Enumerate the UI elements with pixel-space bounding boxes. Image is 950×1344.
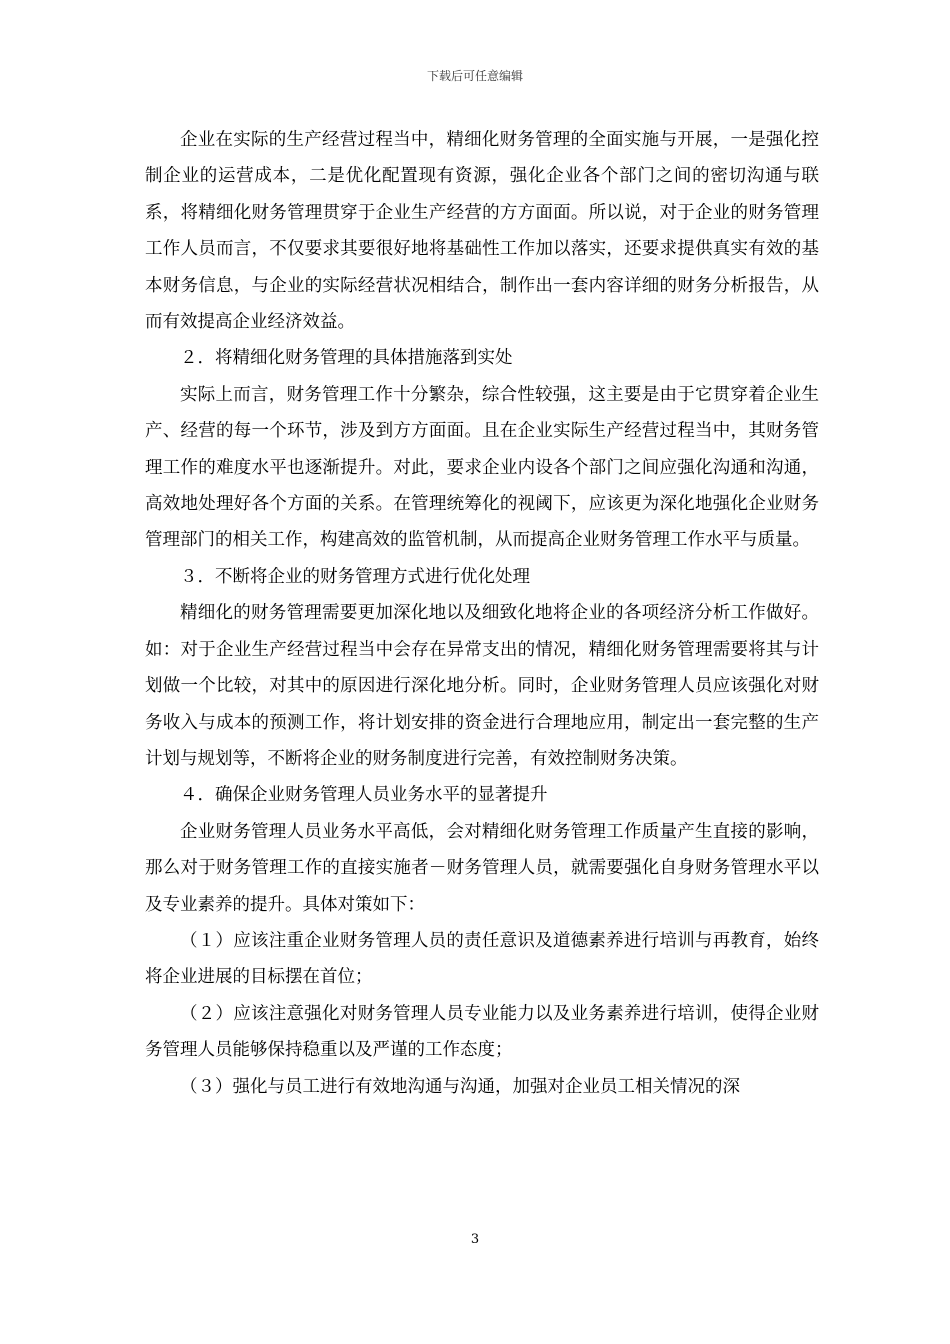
- body-paragraph: 实际上而言，财务管理工作十分繁杂，综合性较强，这主要是由于它贯穿着企业生产、经营的每一个环节，涉及到方方面面。且在企业实际生产经营过程当中，其财务管理工作的难度水平也逐渐提升。对此，要求企业内设各个部门之间应强化沟通和沟通，高效地处理好各个方面的关系。在管理统筹化的视阈下，应该更为深化地强化企业财务管理部门的相关工作，构建高效的监管机制，从而提高企业财务管理工作水平与质量。: [145, 384, 819, 551]
- page-header: 下载后可任意编辑: [426, 69, 523, 83]
- section-heading-2: ２．将精细化财务管理的具体措施落到实处: [180, 348, 513, 369]
- body-paragraph: 企业财务管理人员业务水平高低，会对精细化财务管理工作质量产生直接的影响，那么对于财务管理工作的直接实施者－财务管理人员，就需要强化自身财务管理水平以及专业素养的提升。具体对策如下：: [145, 821, 819, 915]
- body-paragraph: 精细化的财务管理需要更加深化地以及细致化地将企业的各项经济分析工作做好。如：对于企业生产经营过程当中会存在异常支出的情况，精细化财务管理需要将其与计划做一个比较，对其中的原因进行深化地分析。同时，企业财务管理人员应该强化对财务收入与成本的预测工作，将计划安排的资金进行合理地应用，制定出一套完整的生产计划与规划等，不断将企业的财务制度进行完善，有效控制财务决策。: [145, 603, 819, 769]
- list-item: （３）强化与员工进行有效地沟通与沟通，加强对企业员工相关情况的深: [180, 1076, 740, 1097]
- page-number: 3: [470, 1232, 480, 1247]
- section-heading-4: ４．确保企业财务管理人员业务水平的显著提升: [180, 785, 548, 806]
- list-item: （１）应该注重企业财务管理人员的责任意识及道德素养进行培训与再教育，始终将企业进展的目标摆在首位；: [145, 930, 819, 988]
- body-paragraph: 企业在实际的生产经营过程当中，精细化财务管理的全面实施与开展，一是强化控制企业的运营成本，二是优化配置现有资源，强化企业各个部门之间的密切沟通与联系，将精细化财务管理贯穿于企业生产经营的方方面面。所以说，对于企业的财务管理工作人员而言，不仅要求其要很好地将基础性工作加以落实，还要求提供真实有效的基本财务信息，与企业的实际经营状况相结合，制作出一套内容详细的财务分析报告，从而有效提高企业经济效益。: [145, 130, 819, 333]
- section-heading-3: ３．不断将企业的财务管理方式进行优化处理: [180, 566, 530, 587]
- document-body: [145, 122, 819, 1105]
- list-item: （２）应该注意强化对财务管理人员专业能力以及业务素养进行培训，使得企业财务管理人员能够保持稳重以及严谨的工作态度；: [145, 1003, 819, 1061]
